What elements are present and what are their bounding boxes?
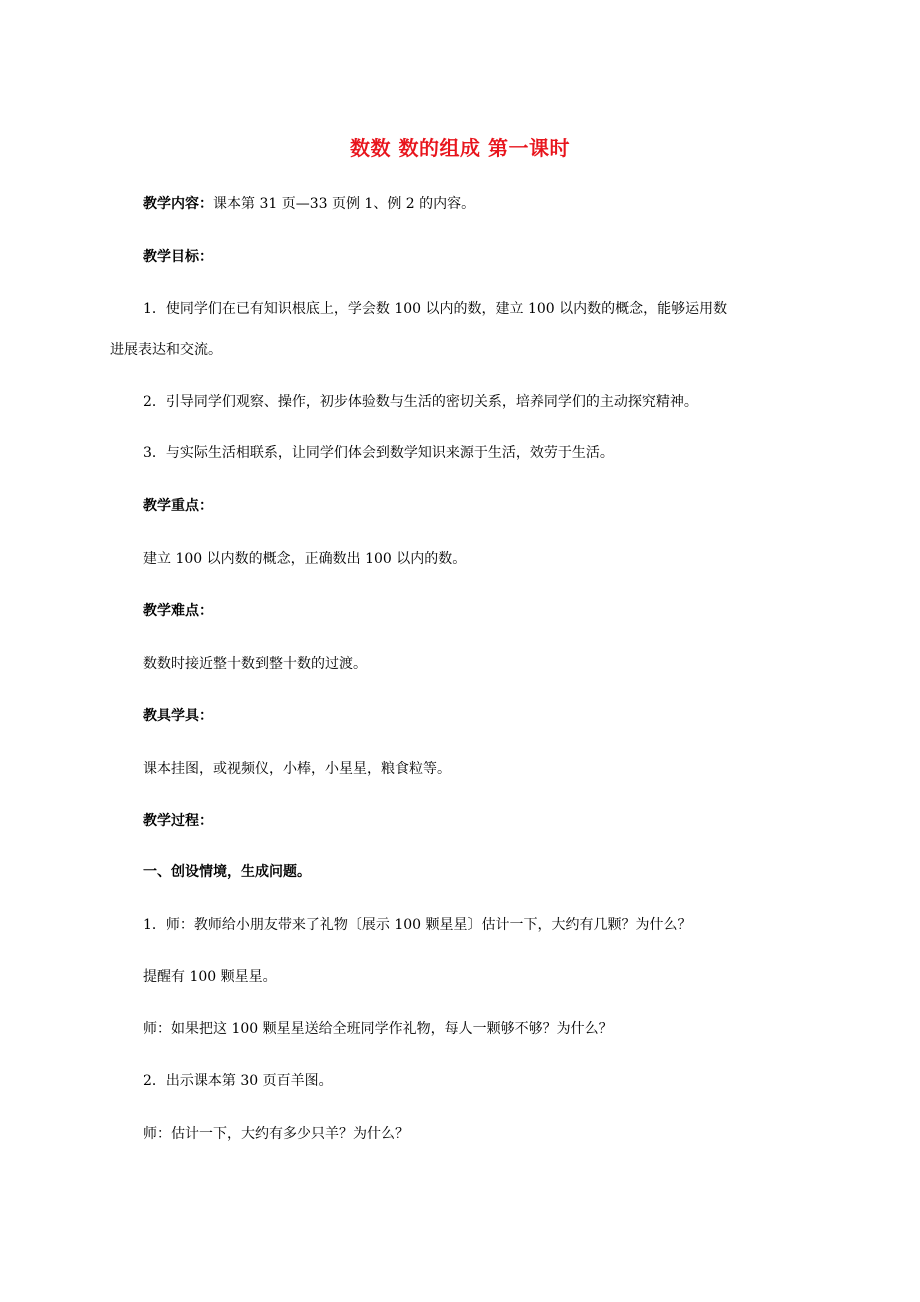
key-text: 建立 100 以内数的概念，正确数出 100 以内的数。: [143, 551, 467, 567]
goals-heading: 教学目标：: [143, 249, 213, 265]
difficulty-heading: 教学难点：: [143, 603, 213, 619]
content-text: 课本第 31 页—33 页例 1、例 2 的内容。: [213, 196, 476, 212]
goal-1-line-1: 1．使同学们在已有知识根底上，学会数 100 以内的数，建立 100 以内数的概念，能够运用数: [143, 301, 728, 317]
goal-2: 2．引导同学们观察、操作，初步体验数与生活的密切关系，培养同学们的主动探究精神。: [143, 394, 698, 410]
goal-1-line-2: 进展表达和交流。: [110, 342, 222, 358]
process-paragraph-3: 师：如果把这 100 颗星星送给全班同学作礼物，每人一颗够不够？为什么？: [143, 1021, 613, 1037]
process-paragraph-1: 1．师：教师给小朋友带来了礼物〔展示 100 颗星星〕估计一下，大约有几颗？为什么？: [143, 917, 692, 933]
process-heading: 教学过程：: [143, 813, 213, 829]
process-paragraph-5: 师：估计一下，大约有多少只羊？为什么？: [143, 1126, 409, 1142]
difficulty-text: 数数时接近整十数到整十数的过渡。: [143, 656, 367, 672]
process-paragraph-4: 2．出示课本第 30 页百羊图。: [143, 1073, 333, 1089]
key-heading: 教学重点：: [143, 498, 213, 514]
tools-text: 课本挂图，或视频仪，小棒，小星星，粮食粒等。: [143, 761, 451, 777]
process-paragraph-2: 提醒有 100 颗星星。: [143, 969, 277, 985]
tools-heading: 教具学具：: [143, 708, 213, 724]
step-1-heading: 一、创设情境，生成问题。: [143, 864, 311, 880]
goal-3: 3．与实际生活相联系，让同学们体会到数学知识来源于生活，效劳于生活。: [143, 445, 614, 461]
content-heading: 教学内容：: [143, 196, 213, 212]
content-paragraph: [143, 194, 475, 214]
page-title: 数数 数的组成 第一课时: [350, 136, 570, 160]
